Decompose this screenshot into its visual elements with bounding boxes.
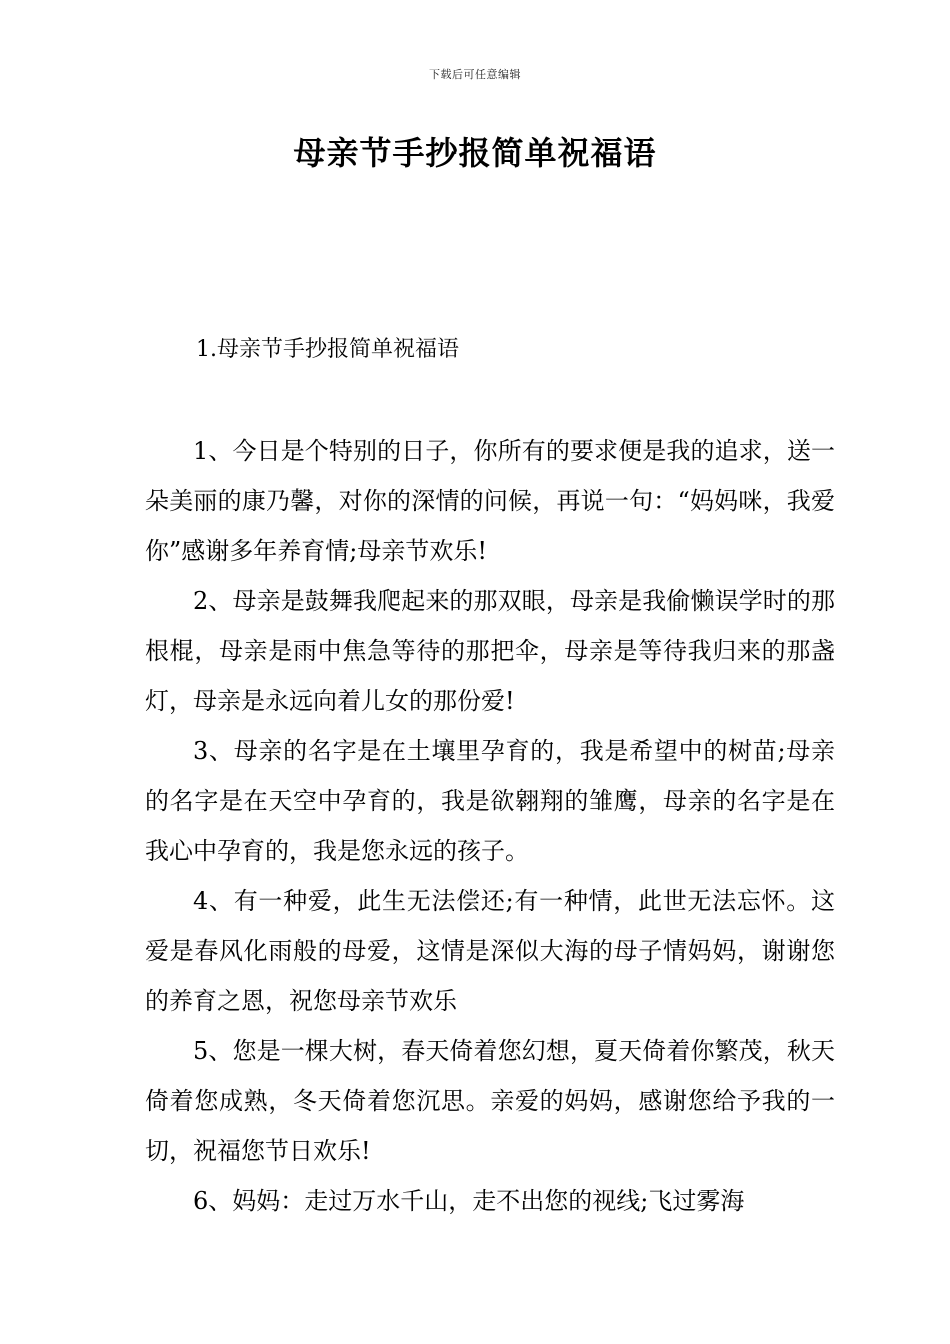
document-title: 母亲节手抄报简单祝福语 [293,134,657,172]
paragraph-4: 4、有一种爱，此生无法偿还;有一种情，此世无法忘怀。这爱是春风化雨般的母爱，这情是深似大海的母子情妈妈，谢谢您的养育之恩，祝您母亲节欢乐 [145,887,835,1015]
document-body [145,426,835,1226]
paragraph-1: 1、今日是个特别的日子，你所有的要求便是我的追求，送一朵美丽的康乃馨，对你的深情的问候，再说一句：“妈妈咪，我爱你”感谢多年养育情;母亲节欢乐! [145,437,835,565]
paragraph-3: 3、母亲的名字是在土壤里孕育的，我是希望中的树苗;母亲的名字是在天空中孕育的，我是欲翱翔的雏鹰，母亲的名字是在我心中孕育的，我是您永远的孩子。 [145,737,835,865]
paragraph-2: 2、母亲是鼓舞我爬起来的那双眼，母亲是我偷懒误学时的那根棍，母亲是雨中焦急等待的那把伞，母亲是等待我归来的那盏灯，母亲是永远向着儿女的那份爱! [145,587,835,715]
section-heading: 1.母亲节手抄报简单祝福语 [196,337,459,362]
paragraph-5: 5、您是一棵大树，春天倚着您幻想，夏天倚着你繁茂，秋天倚着您成熟，冬天倚着您沉思。亲爱的妈妈，感谢您给予我的一切，祝福您节日欢乐! [145,1037,835,1165]
paragraph-6: 6、妈妈：走过万水千山，走不出您的视线;飞过雾海 [193,1187,745,1215]
header-note: 下载后可任意编辑 [429,68,521,81]
